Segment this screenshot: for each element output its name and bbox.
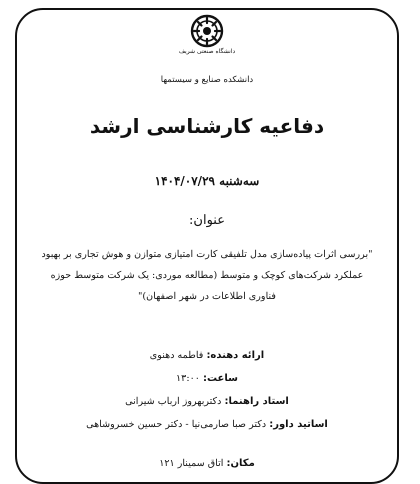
supervisor-label: استاد راهنما:: [224, 396, 289, 407]
university-logo-icon: [190, 14, 224, 48]
location-label: مکان:: [226, 458, 255, 469]
presenter-name: فاطمه دهنوی: [149, 350, 204, 361]
location-value: اتاق سمینار ۱۲۱: [159, 458, 224, 469]
thesis-subject: "بررسی اثرات پیاده‌سازی مدل تلفیقی کارت امتیازی متوازن و هوش تجاری بر بهبود عملکرد شرکت‌های کوچک و متوسط (مطالعه موردی: یک شرکت متوسط حوزه فناوری اطلاعات در شهر اصفهان)": [41, 249, 373, 302]
location-row: [15, 458, 399, 469]
supervisor-name: دکتربهروز ارباب شیرانی: [125, 396, 222, 407]
time-row: [15, 373, 399, 384]
department-name: دانشکده صنایع و سیستمها: [160, 75, 254, 85]
supervisor-row: [15, 396, 399, 407]
logo-caption: دانشگاه صنعتی شریف: [178, 48, 236, 55]
presenter-label: ارائه دهنده:: [206, 350, 265, 361]
poster-title: دفاعیه کارشناسی ارشد: [89, 114, 325, 138]
time-value: ۱۳:۰۰: [176, 373, 200, 384]
examiners-label: اساتید داور:: [269, 419, 328, 430]
subject-label: عنوان:: [189, 213, 225, 228]
examiners-names: دکتر صبا صارمی‌نیا - دکتر حسین خسروشاهی: [86, 419, 267, 430]
examiners-row: [15, 419, 399, 430]
time-label: ساعت:: [202, 373, 238, 384]
defense-date: سه‌شنبه ۱۴۰۴/۰۷/۲۹: [154, 174, 260, 188]
presenter-row: [15, 350, 399, 361]
